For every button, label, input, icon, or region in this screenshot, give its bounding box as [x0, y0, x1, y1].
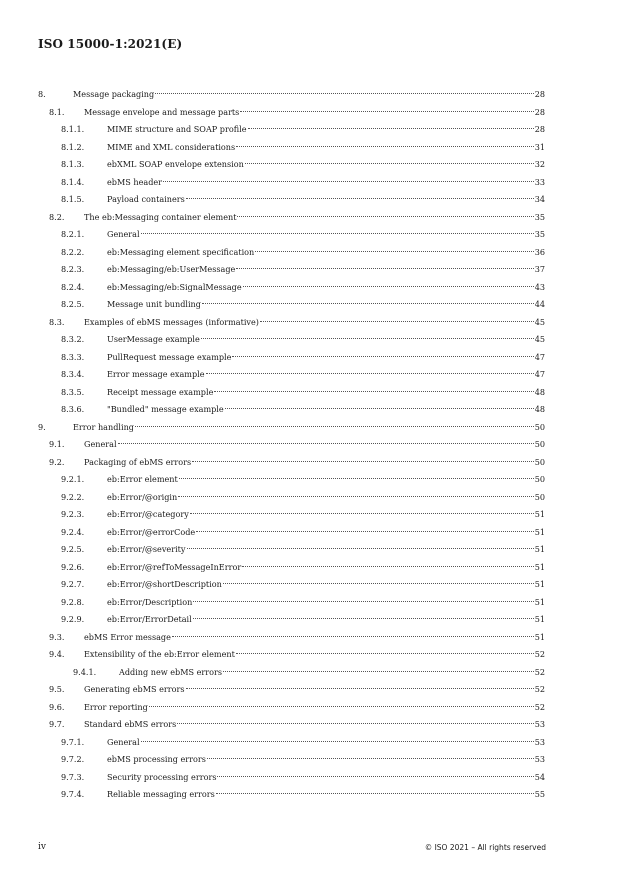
toc-entry-page: 34	[534, 194, 545, 204]
toc-entry-number: 8.2.2.	[61, 246, 85, 257]
toc-entry-page: 52	[534, 649, 545, 659]
toc-dot-leader	[186, 688, 534, 689]
toc-entry[interactable]	[38, 314, 545, 332]
toc-entry[interactable]	[38, 559, 545, 577]
toc-dot-leader	[236, 268, 533, 269]
toc-dot-leader	[242, 566, 534, 567]
toc-entry-page: 36	[534, 246, 545, 257]
toc-entry[interactable]	[38, 681, 545, 699]
toc-entry-number: 9.7.3.	[61, 771, 85, 782]
toc-entry[interactable]	[38, 244, 545, 262]
toc-entry[interactable]	[38, 664, 545, 682]
toc-entry-page: 51	[534, 614, 545, 624]
toc-entry-title: Adding new ebMS errors	[119, 666, 223, 677]
toc-entry-title: PullRequest message example	[107, 351, 232, 362]
toc-entry-page: 51	[534, 596, 545, 607]
toc-entry-page: 35	[534, 229, 545, 239]
toc-dot-leader	[217, 776, 533, 777]
toc-entry-page: 54	[534, 771, 545, 782]
toc-entry-number: 9.2.9.	[61, 614, 85, 624]
toc-entry-number: 9.7.	[49, 719, 65, 729]
toc-entry-page: 43	[534, 281, 545, 292]
toc-entry-page: 52	[534, 666, 545, 677]
toc-entry-title: General	[84, 439, 117, 449]
toc-entry-title: eb:Error/@errorCode	[107, 526, 196, 537]
toc-entry[interactable]	[38, 209, 545, 227]
document-id-header: ISO 15000-1:2021(E)	[38, 37, 183, 51]
toc-entry-title: Payload containers	[107, 194, 185, 204]
toc-entry[interactable]	[38, 646, 545, 664]
toc-entry-title: eb:Error/@shortDescription	[107, 579, 222, 589]
toc-entry[interactable]	[38, 786, 545, 804]
toc-entry-title: ebMS processing errors	[107, 754, 206, 764]
toc-entry[interactable]	[38, 296, 545, 314]
toc-entry-page: 52	[534, 684, 545, 694]
toc-dot-leader	[135, 426, 534, 427]
toc-dot-leader	[179, 478, 534, 479]
toc-entry-number: 9.2.3.	[61, 509, 85, 519]
toc-entry-title: MIME structure and SOAP profile	[107, 124, 247, 134]
toc-dot-leader	[236, 653, 534, 654]
toc-entry-page: 53	[534, 719, 545, 729]
toc-entry[interactable]	[38, 226, 545, 244]
toc-entry-page: 31	[534, 141, 545, 152]
toc-entry-number: 8.2.1.	[61, 229, 85, 239]
toc-entry-title: eb:Messaging element specification	[107, 246, 255, 257]
toc-entry-title: General	[107, 736, 140, 747]
toc-entry-page: 53	[534, 736, 545, 747]
toc-entry-title: eb:Error/Description	[107, 596, 193, 607]
toc-entry-page: 51	[534, 544, 545, 554]
toc-entry[interactable]	[38, 191, 545, 209]
toc-entry[interactable]	[38, 611, 545, 629]
toc-entry-page: 33	[534, 176, 545, 187]
toc-entry-number: 9.3.	[49, 631, 65, 642]
toc-entry-number: 9.5.	[49, 684, 65, 694]
toc-dot-leader	[216, 793, 534, 794]
toc-dot-leader	[240, 111, 533, 112]
toc-dot-leader	[243, 286, 534, 287]
toc-entry-number: 9.7.4.	[61, 789, 85, 799]
toc-entry[interactable]	[38, 454, 545, 472]
toc-entry-title: Security processing errors	[107, 771, 217, 782]
toc-dot-leader	[193, 618, 534, 619]
toc-entry-number: 9.2.7.	[61, 579, 85, 589]
toc-dot-leader	[193, 601, 533, 602]
toc-entry-title: ebMS Error message	[84, 631, 171, 642]
toc-entry-number: 9.2.2.	[61, 491, 85, 502]
toc-entry-number: 8.	[38, 89, 46, 99]
toc-dot-leader	[187, 548, 534, 549]
toc-dot-leader	[207, 758, 534, 759]
toc-entry[interactable]	[38, 769, 545, 787]
toc-entry-number: 8.3.3.	[61, 351, 85, 362]
toc-entry-title: Message unit bundling	[107, 299, 201, 309]
toc-entry-title: eb:Messaging/eb:UserMessage	[107, 264, 236, 274]
toc-entry-number: 8.2.3.	[61, 264, 85, 274]
toc-entry[interactable]	[38, 139, 545, 157]
toc-entry[interactable]	[38, 366, 545, 384]
toc-entry-page: 51	[534, 579, 545, 589]
toc-entry-number: 8.1.5.	[61, 194, 85, 204]
toc-entry[interactable]	[38, 349, 545, 367]
toc-entry-number: 8.3.5.	[61, 386, 85, 397]
toc-entry-page: 47	[534, 351, 545, 362]
toc-entry-page: 37	[534, 264, 545, 274]
toc-entry[interactable]	[38, 629, 545, 647]
toc-entry[interactable]	[38, 436, 545, 454]
toc-dot-leader	[196, 531, 533, 532]
toc-entry-number: 8.1.	[49, 106, 65, 117]
toc-entry[interactable]	[38, 121, 545, 139]
toc-entry-page: 53	[534, 754, 545, 764]
toc-entry-number: 9.4.	[49, 649, 65, 659]
toc-entry[interactable]	[38, 594, 545, 612]
toc-entry[interactable]	[38, 751, 545, 769]
toc-entry-number: 9.2.5.	[61, 544, 85, 554]
toc-entry-title: Standard ebMS errors	[84, 719, 177, 729]
toc-entry-title: eb:Error/ErrorDetail	[107, 614, 192, 624]
toc-entry-number: 8.3.4.	[61, 369, 85, 379]
toc-entry-title: Receipt message example	[107, 386, 214, 397]
toc-entry[interactable]	[38, 576, 545, 594]
toc-entry-title: ebMS header	[107, 176, 163, 187]
toc-entry-page: 35	[534, 211, 545, 222]
toc-dot-leader	[178, 496, 533, 497]
toc-entry[interactable]	[38, 384, 545, 402]
toc-entry-page: 51	[534, 631, 545, 642]
toc-entry-title: The eb:Messaging container element	[84, 211, 237, 222]
toc-entry-title: MIME and XML considerations	[107, 141, 236, 152]
toc-dot-leader	[206, 373, 534, 374]
toc-entry-number: 9.6.	[49, 701, 65, 712]
toc-entry[interactable]	[38, 541, 545, 559]
toc-entry-number: 8.2.4.	[61, 281, 85, 292]
toc-entry-number: 9.	[38, 421, 46, 432]
toc-entry[interactable]	[38, 524, 545, 542]
toc-entry[interactable]	[38, 734, 545, 752]
toc-entry-title: UserMessage example	[107, 334, 200, 344]
toc-dot-leader	[172, 636, 534, 637]
toc-entry-title: Generating ebMS errors	[84, 684, 185, 694]
toc-dot-leader	[225, 408, 534, 409]
toc-entry-page: 50	[534, 421, 545, 432]
toc-entry-number: 8.1.1.	[61, 124, 85, 134]
toc-entry-title: Message packaging	[73, 89, 155, 99]
toc-entry[interactable]	[38, 506, 545, 524]
toc-entry[interactable]	[38, 419, 545, 437]
toc-dot-leader	[232, 356, 533, 357]
toc-dot-leader	[177, 723, 533, 724]
toc-entry-page: 50	[534, 456, 545, 467]
toc-dot-leader	[163, 181, 534, 182]
toc-dot-leader	[201, 338, 534, 339]
toc-entry-page: 51	[534, 526, 545, 537]
toc-entry-page: 52	[534, 701, 545, 712]
toc-entry-title: General	[107, 229, 140, 239]
toc-entry-title: Packaging of ebMS errors	[84, 456, 192, 467]
toc-entry-page: 28	[534, 124, 545, 134]
toc-entry-title: Reliable messaging errors	[107, 789, 215, 799]
toc-entry[interactable]	[38, 104, 545, 122]
toc-entry-title: "Bundled" message example	[107, 404, 224, 414]
toc-entry-number: 9.4.1.	[73, 666, 97, 677]
toc-entry-number: 8.1.3.	[61, 159, 85, 169]
toc-entry-page: 28	[534, 106, 545, 117]
toc-entry-number: 9.2.6.	[61, 561, 85, 572]
toc-entry[interactable]	[38, 489, 545, 507]
toc-entry-title: Error handling	[73, 421, 134, 432]
toc-entry-title: eb:Error/@severity	[107, 544, 186, 554]
toc-entry[interactable]	[38, 699, 545, 717]
toc-entry-page: 48	[534, 386, 545, 397]
toc-entry-title: Extensibility of the eb:Error element	[84, 649, 235, 659]
toc-entry-number: 9.7.2.	[61, 754, 85, 764]
toc-entry-title: eb:Error/@category	[107, 509, 189, 519]
toc-dot-leader	[236, 146, 534, 147]
toc-entry[interactable]	[38, 716, 545, 734]
toc-entry-title: Error reporting	[84, 701, 148, 712]
toc-entry-page: 44	[534, 299, 545, 309]
toc-dot-leader	[223, 671, 534, 672]
toc-dot-leader	[255, 251, 533, 252]
toc-entry-page: 50	[534, 474, 545, 484]
toc-entry-number: 9.2.8.	[61, 596, 85, 607]
toc-entry[interactable]	[38, 174, 545, 192]
toc-dot-leader	[118, 443, 534, 444]
toc-entry-page: 48	[534, 404, 545, 414]
toc-entry-page: 51	[534, 561, 545, 572]
toc-entry-title: Examples of ebMS messages (informative)	[84, 316, 259, 327]
toc-dot-leader	[214, 391, 533, 392]
toc-entry[interactable]	[38, 261, 545, 279]
toc-entry-page: 45	[534, 334, 545, 344]
toc-entry-number: 8.3.2.	[61, 334, 85, 344]
toc-entry-page: 50	[534, 439, 545, 449]
toc-dot-leader	[149, 706, 534, 707]
toc-dot-leader	[186, 198, 534, 199]
toc-dot-leader	[248, 128, 534, 129]
toc-dot-leader	[223, 583, 534, 584]
toc-entry-title: eb:Error/@refToMessageInError	[107, 561, 242, 572]
toc-entry-page: 55	[534, 789, 545, 799]
toc-entry-title: Error message example	[107, 369, 205, 379]
toc-entry-title: Message envelope and message parts	[84, 106, 240, 117]
toc-dot-leader	[260, 321, 534, 322]
toc-entry-number: 8.3.	[49, 316, 65, 327]
toc-entry-title: ebXML SOAP envelope extension	[107, 159, 244, 169]
toc-entry-page: 50	[534, 491, 545, 502]
toc-entry-title: eb:Error element	[107, 474, 178, 484]
page-number: iv	[38, 842, 46, 852]
toc-entry-number: 8.2.	[49, 211, 65, 222]
toc-dot-leader	[190, 513, 534, 514]
toc-dot-leader	[192, 461, 534, 462]
toc-dot-leader	[141, 233, 534, 234]
toc-entry[interactable]	[38, 86, 545, 104]
toc-dot-leader	[237, 216, 533, 217]
toc-entry-number: 8.3.6.	[61, 404, 85, 414]
toc-entry-page: 47	[534, 369, 545, 379]
toc-dot-leader	[141, 741, 534, 742]
toc-entry-number: 9.7.1.	[61, 736, 85, 747]
toc-entry-number: 8.2.5.	[61, 299, 85, 309]
toc-entry-number: 8.1.2.	[61, 141, 85, 152]
toc-entry-page: 32	[534, 159, 545, 169]
toc-entry-page: 45	[534, 316, 545, 327]
copyright-notice: © ISO 2021 – All rights reserved	[424, 843, 546, 852]
toc-entry-page: 51	[534, 509, 545, 519]
toc-entry[interactable]	[38, 279, 545, 297]
toc-entry-number: 9.1.	[49, 439, 65, 449]
toc-entry-title: eb:Error/@origin	[107, 491, 178, 502]
toc-entry-number: 9.2.1.	[61, 474, 85, 484]
toc-entry-title: eb:Messaging/eb:SignalMessage	[107, 281, 242, 292]
toc-entry-number: 9.2.4.	[61, 526, 85, 537]
toc-entry[interactable]	[38, 401, 545, 419]
toc-entry[interactable]	[38, 156, 545, 174]
toc-dot-leader	[155, 93, 534, 94]
toc-entry-number: 9.2.	[49, 456, 65, 467]
toc-entry[interactable]	[38, 331, 545, 349]
toc-dot-leader	[245, 163, 534, 164]
table-of-contents	[38, 86, 545, 804]
toc-dot-leader	[202, 303, 534, 304]
toc-entry-number: 8.1.4.	[61, 176, 85, 187]
toc-entry-page: 28	[534, 89, 545, 99]
toc-entry[interactable]	[38, 471, 545, 489]
